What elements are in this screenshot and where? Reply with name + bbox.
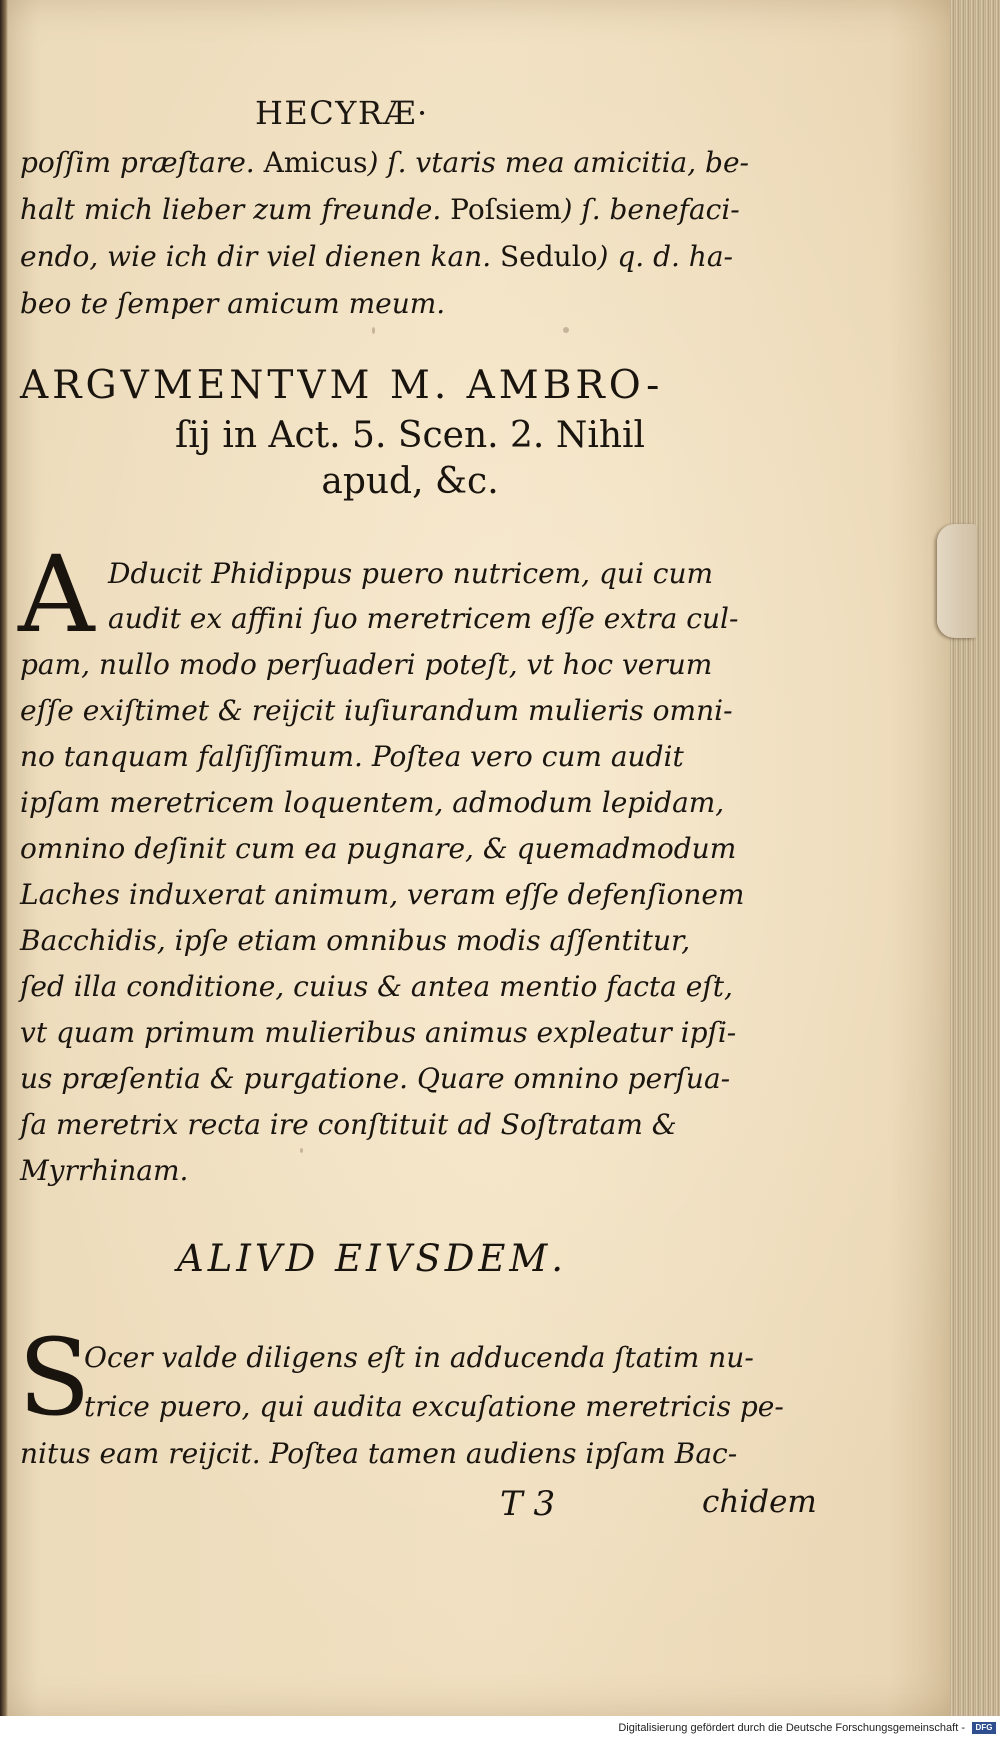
funding-credit: Digitalisierung gefördert durch die Deutsche Forschungsgemeinschaft - [618,1722,965,1734]
commentary-line [20,193,740,226]
commentary-line [20,240,733,273]
aliud-line: nitus eam reijcit. Poſtea tamen audiens ipſam Bac- [20,1437,738,1470]
commentary-text: halt mich lieber zum freunde. [20,193,442,226]
running-title: HECYRÆ· [255,94,429,132]
commentary-text: ) ſ. vtaris mea amicitia, be- [367,146,750,179]
argument-line: Bacchidis, ipſe etiam omnibus modis aſſentitur, [20,924,691,957]
argument-line: Dducit Phidippus puero nutricem, qui cum [108,557,714,590]
ink-spot [563,327,569,333]
argument-line: ipſam meretricem loquentem, admodum lepidam, [20,786,725,819]
argument-line: pam, nullo modo perſuaderi poteſt, vt hoc verum [20,648,713,681]
catchword: chidem [702,1484,817,1520]
argument-title-line-1: ARGVMENTVM M. AMBRO- [20,363,664,408]
aliud-line: trice puero, qui audita excuſatione meretricis pe- [84,1390,784,1423]
initial-letter-s: S [18,1316,91,1439]
signature-mark: T 3 [500,1484,556,1524]
commentary-lemma: Poſsiem [450,193,562,226]
book-page-edges [950,0,1000,1716]
argument-line: us præſentia & purgatione. Quare omnino perſua- [20,1062,731,1095]
argument-line: eſſe exiſtimet & reijcit iuſiurandum mulieris omni- [20,694,733,727]
argument-title-line-3: apud, &c. [321,461,499,502]
argument-line: ſed illa conditione, cuius & antea mentio facta eſt, [20,970,733,1003]
commentary-line: beo te ſemper amicum meum. [20,287,446,320]
commentary-lemma: Sedulo [500,240,598,273]
commentary-text: poſſim præſtare. [20,146,255,179]
initial-letter-a: A [18,533,95,656]
commentary-lemma: Amicus [263,146,368,179]
argument-title-line-2: ſij in Act. 5. Scen. 2. Nihil [174,415,646,456]
argument-line: audit ex affini ſuo meretricem eſſe extra cul- [108,602,739,635]
argument-line: no tanquam falſiſſimum. Poſtea vero cum audit [20,740,684,773]
argument-line: Myrrhinam. [20,1154,189,1187]
aliud-heading: ALIVD EIVSDEM. [177,1237,568,1280]
commentary-text: ) q. d. ha- [597,240,733,273]
ink-spot [372,327,375,334]
argument-line: Laches induxerat animum, veram eſſe defenſionem [20,878,745,911]
argument-line: ſa meretrix recta ire conſtituit ad Soſtratam & [20,1108,677,1141]
argument-line: vt quam primum mulieribus animus expleatur ipſi- [20,1016,737,1049]
commentary-text: ) ſ. benefaci- [561,193,740,226]
bookmark-tab [937,524,977,638]
footer-bar [0,1716,1000,1740]
aliud-line: Ocer valde diligens eſt in adducenda ſtatim nu- [84,1341,754,1374]
book-gutter [0,0,8,1716]
argument-line: omnino deſinit cum ea pugnare, & quemadmodum [20,832,737,865]
ink-spot [300,1148,303,1153]
dfg-logo: DFG [972,1722,996,1734]
argument-title [20,363,800,502]
commentary-line [20,146,750,179]
commentary-text: endo, wie ich dir viel dienen kan. [20,240,492,273]
